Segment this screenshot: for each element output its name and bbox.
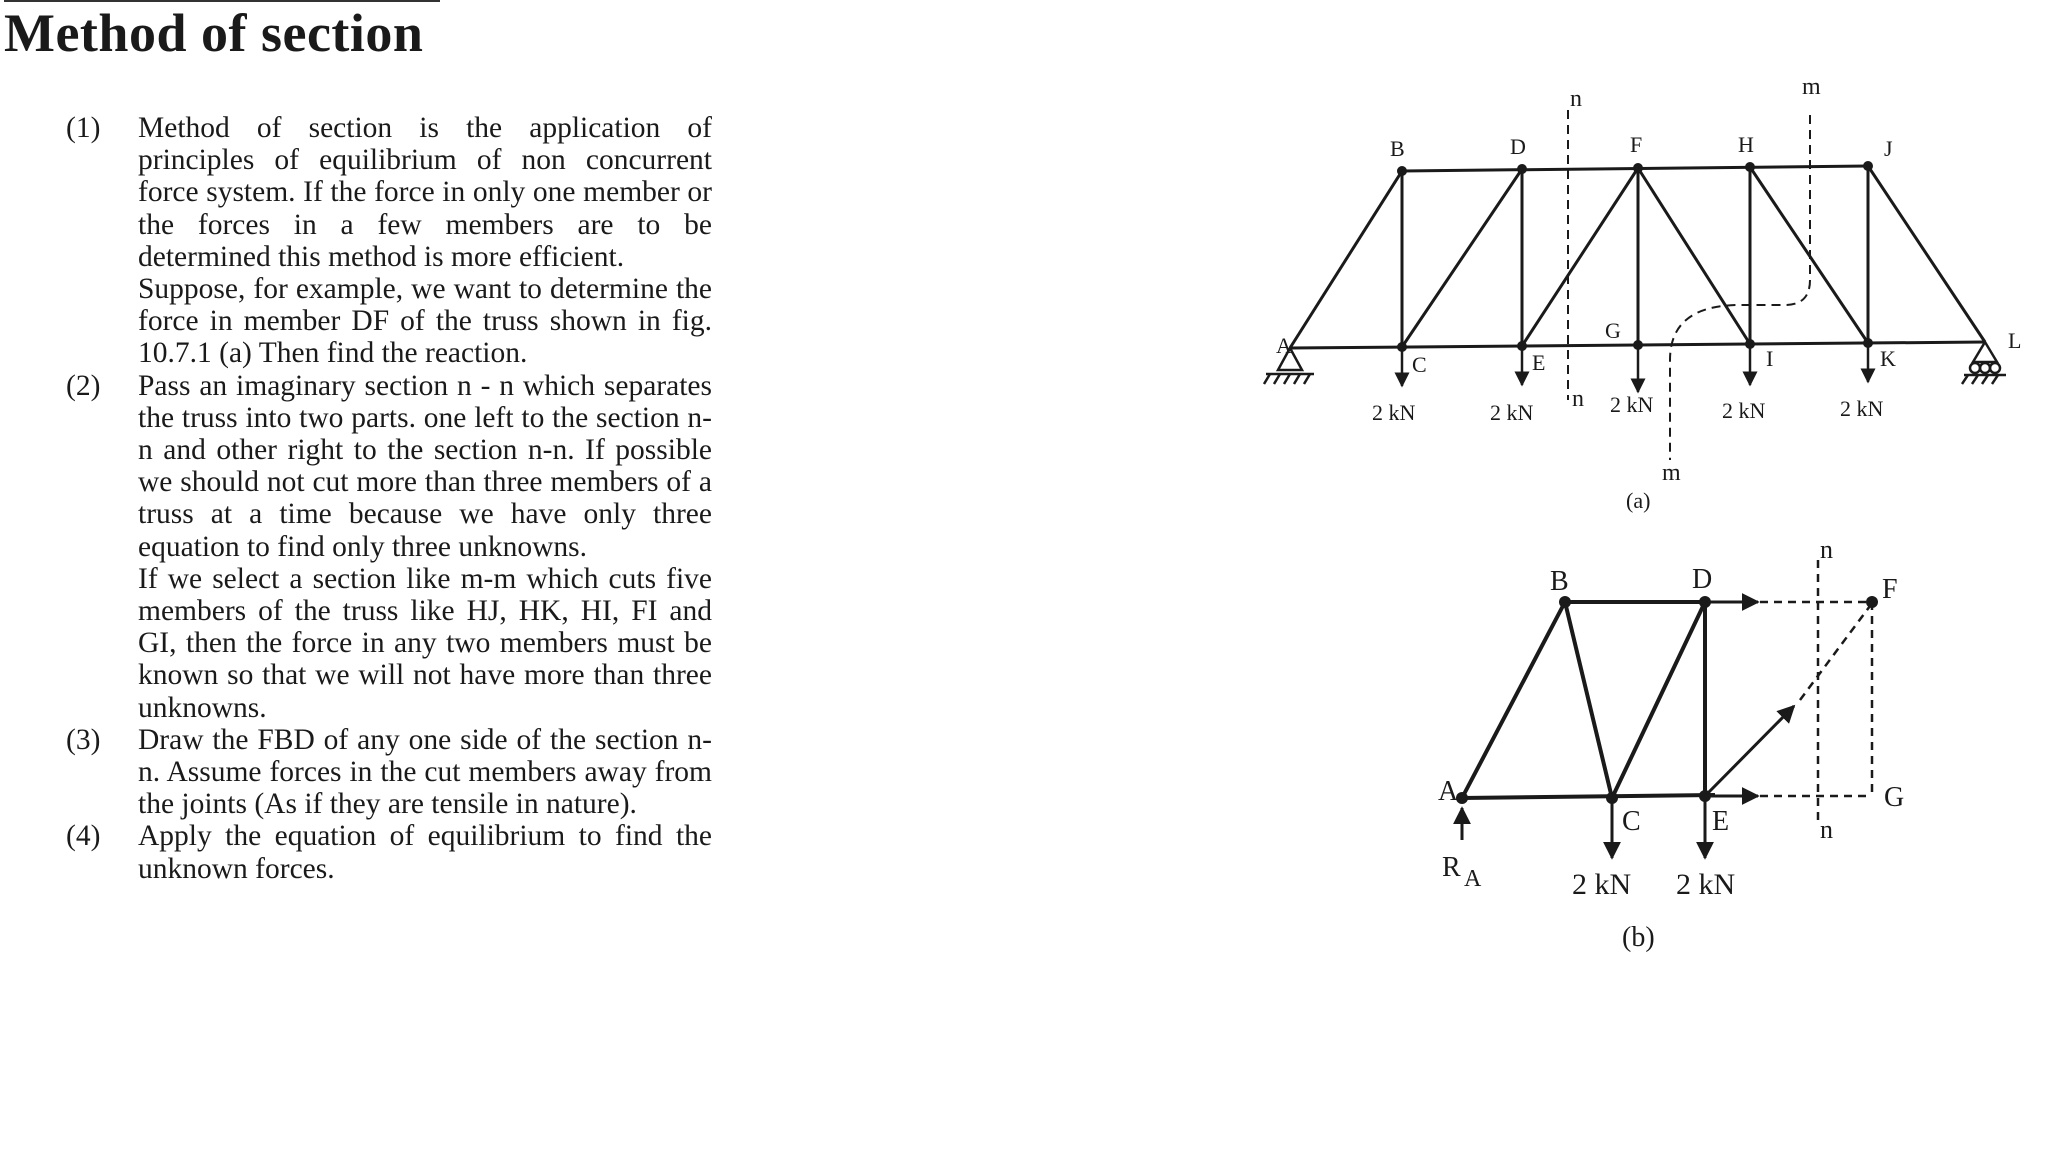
node-label-i: I bbox=[1766, 346, 1774, 371]
list-item-1 bbox=[66, 112, 712, 370]
list-item-4 bbox=[66, 820, 712, 884]
node-label-f: F bbox=[1882, 574, 1898, 605]
page-title: Method of section bbox=[4, 3, 424, 63]
load-label: 2 kN bbox=[1610, 392, 1654, 417]
roller-support-icon bbox=[1962, 342, 2006, 384]
fbd-joints bbox=[1456, 596, 1878, 804]
load-arrows bbox=[1402, 346, 1868, 392]
item-number: (2) bbox=[66, 369, 101, 402]
reaction-label: R bbox=[1442, 852, 1461, 883]
load-label: 2 kN bbox=[1840, 396, 1884, 421]
load-label: 2 kN bbox=[1676, 868, 1736, 901]
list-item-2 bbox=[66, 370, 712, 724]
section-n-label-bottom: n bbox=[1572, 386, 1584, 412]
node-label-j: J bbox=[1884, 136, 1893, 161]
section-n-label-bottom: n bbox=[1820, 815, 1833, 844]
truss-figure-b bbox=[1400, 540, 1920, 970]
node-label-k: K bbox=[1880, 346, 1896, 371]
node-label-b: B bbox=[1390, 136, 1405, 161]
item-paragraph: If we select a section like m-m which cuts five members of the truss like HJ, HK, HI, FI and GI, then the force in any two members must be known so that we will not have more than three unknowns. bbox=[138, 562, 712, 724]
load-label: 2 kN bbox=[1722, 398, 1766, 423]
dashed-cut-members bbox=[1760, 560, 1872, 825]
load-label: 2 kN bbox=[1490, 400, 1534, 425]
fbd-members bbox=[1462, 602, 1715, 798]
load-arrows bbox=[1462, 800, 1705, 858]
truss-joints bbox=[1397, 161, 1873, 352]
node-label-c: C bbox=[1622, 806, 1641, 837]
node-label-a: A bbox=[1276, 333, 1292, 358]
node-label-a: A bbox=[1438, 776, 1459, 807]
member-force-arrows bbox=[1705, 602, 1794, 796]
node-label-e: E bbox=[1712, 806, 1730, 837]
item-number: (1) bbox=[66, 112, 101, 144]
node-label-e: E bbox=[1532, 350, 1546, 375]
truss-figure-a bbox=[1240, 60, 2040, 530]
node-label-g: G bbox=[1884, 782, 1905, 813]
node-label-d: D bbox=[1692, 564, 1713, 595]
item-paragraph: Method of section is the application of principles of equilibrium of non concurrent force system. If the force in only one member or the forces in a few members are to be determined this method is more efficient. bbox=[138, 112, 712, 273]
figure-a-caption: (a) bbox=[1626, 488, 1651, 513]
section-n-label-top: n bbox=[1820, 540, 1833, 564]
section-m-label-top: m bbox=[1802, 74, 1821, 100]
item-paragraph: Pass an imaginary section n - n which separates the truss into two parts. one left to the section n-n and other right to the section n-n. If possible we should not cut more than three members of a truss at a time because we have only three equation to find only three unknowns. bbox=[138, 369, 712, 563]
reaction-subscript: A bbox=[1464, 866, 1482, 892]
item-number: (4) bbox=[66, 820, 101, 853]
item-paragraph: Draw the FBD of any one side of the section n-n. Assume forces in the cut members away from the joints (As if they are tensile in nature). bbox=[138, 723, 712, 821]
node-label-d: D bbox=[1510, 134, 1526, 159]
item-paragraph: Suppose, for example, we want to determine the force in member DF of the truss shown in fig. 10.7.1 (a) Then find the reaction. bbox=[138, 273, 712, 370]
list-item-3 bbox=[66, 724, 712, 821]
figure-b-caption: (b) bbox=[1622, 922, 1655, 953]
truss-members bbox=[1290, 166, 1985, 348]
node-label-f: F bbox=[1630, 132, 1643, 157]
load-label: 2 kN bbox=[1572, 868, 1632, 901]
section-n-label-top: n bbox=[1570, 86, 1582, 112]
node-label-g: G bbox=[1605, 318, 1621, 343]
node-label-b: B bbox=[1550, 566, 1569, 597]
node-label-c: C bbox=[1412, 352, 1427, 377]
item-paragraph: Apply the equation of equilibrium to find the unknown forces. bbox=[138, 820, 712, 885]
section-lines bbox=[1568, 110, 1810, 460]
section-m-label-bottom: m bbox=[1662, 460, 1681, 486]
load-label: 2 kN bbox=[1372, 400, 1416, 425]
node-label-h: H bbox=[1738, 132, 1754, 157]
item-number: (3) bbox=[66, 723, 101, 756]
text-column bbox=[66, 112, 712, 885]
node-label-l: L bbox=[2008, 328, 2022, 353]
